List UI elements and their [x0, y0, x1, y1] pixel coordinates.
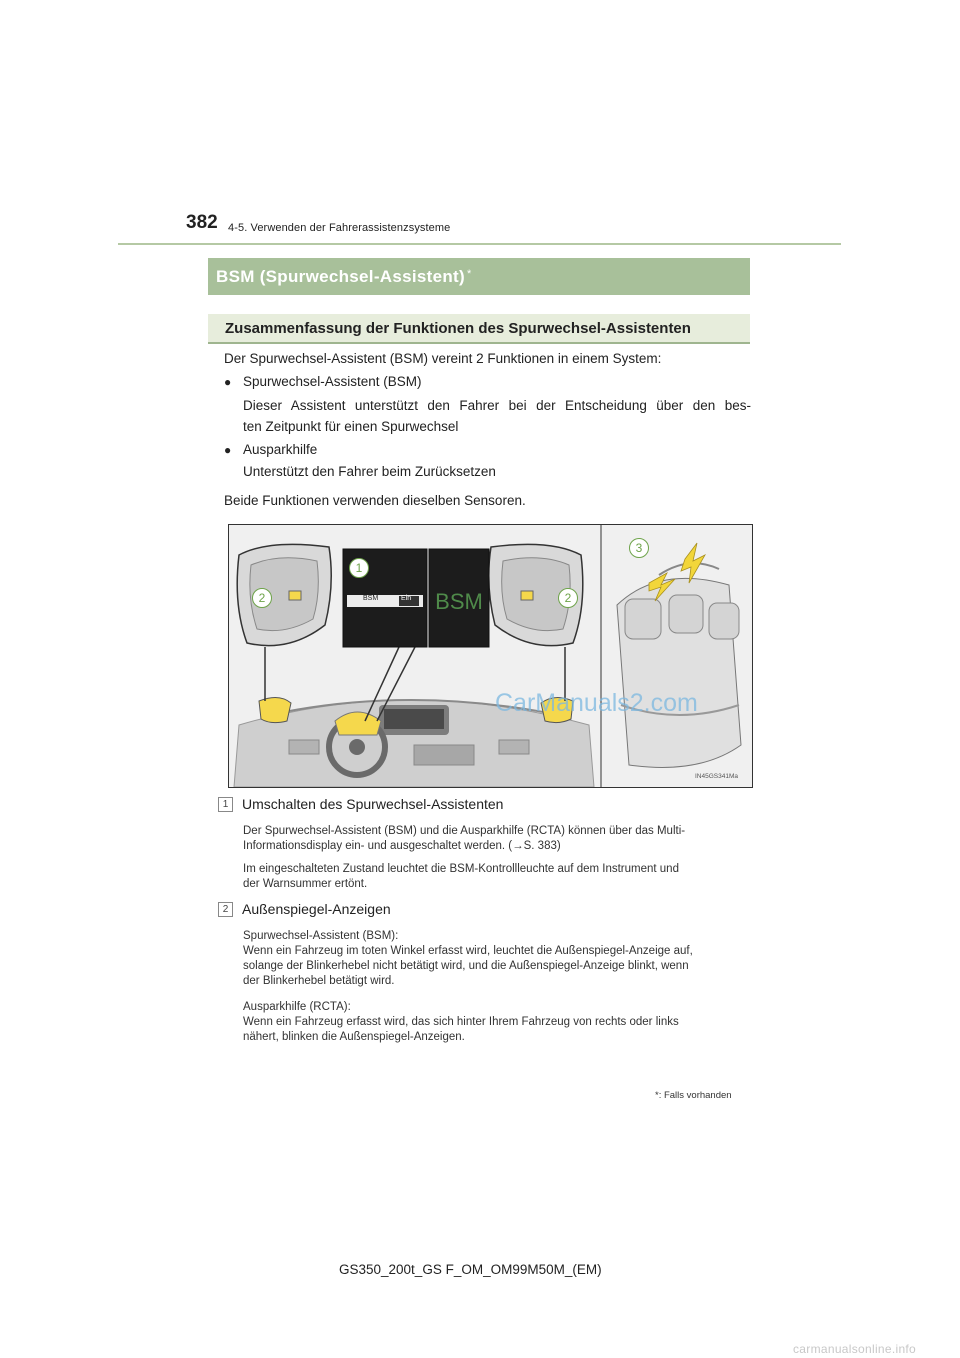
- text-line: der Blinkerhebel betätigt wird.: [243, 975, 395, 987]
- page-number: 382: [186, 212, 218, 233]
- text-line: Ausparkhilfe (RCTA):: [243, 1001, 351, 1013]
- bsm-menu-label: BSM: [363, 595, 379, 602]
- text-line: Der Spurwechsel-Assistent (BSM) und die Ausparkhilfe (RCTA) können über das Multi-: [243, 825, 686, 837]
- item-title: Umschalten des Spurwechsel-Assistenten: [242, 796, 504, 812]
- header-divider: [118, 243, 841, 245]
- text-line: Wenn ein Fahrzeug erfasst wird, das sich hinter Ihrem Fahrzeug von rechts oder links: [243, 1016, 679, 1028]
- text-line: Informationsdisplay ein- und ausgeschaltet werden. (→S. 383): [243, 840, 561, 852]
- bullet-title: Spurwechsel-Assistent (BSM): [243, 374, 422, 389]
- bsm-illustration: [228, 524, 753, 788]
- intro-text: Der Spurwechsel-Assistent (BSM) vereint 2 Funktionen in einem System:: [224, 351, 662, 366]
- optional-mark: *: [466, 267, 472, 280]
- left-mirror-small: [259, 697, 291, 722]
- manual-code: GS350_200t_GS F_OM_OM99M50M_(EM): [339, 1262, 602, 1277]
- footnote: *: Falls vorhanden: [655, 1090, 732, 1101]
- text-line: Im eingeschalteten Zustand leuchtet die BSM-Kontrollleuchte auf dem Instrument und: [243, 863, 679, 875]
- bullet-icon: ●: [224, 443, 232, 457]
- callout-3: 3: [629, 538, 649, 558]
- sensors-note: Beide Funktionen verwenden dieselben Sensoren.: [224, 493, 526, 508]
- subsection-title: Zusammenfassung der Funktionen des Spurwechsel-Assistenten: [225, 319, 691, 337]
- bullet-description: [243, 395, 751, 437]
- bullet-line: ten Zeitpunkt für einen Spurwechsel: [243, 419, 459, 434]
- text-line: nähert, blinken die Außenspiegel-Anzeigen.: [243, 1031, 465, 1043]
- bsm-large-label: BSM: [435, 589, 483, 614]
- illustration-drawing: [229, 525, 752, 787]
- subsection-banner: [208, 314, 750, 344]
- callout-2-left: 2: [252, 588, 272, 608]
- text-line: solange der Blinkerhebel nicht betätigt wird, und die Außenspiegel-Anzeige blinkt, wenn: [243, 960, 689, 972]
- site-watermark: carmanualsonline.info: [793, 1342, 917, 1356]
- chapter-title: 4-5. Verwenden der Fahrerassistenzsysteme: [228, 222, 451, 234]
- bullet-line: Dieser Assistent unterstützt den Fahrer bei der Entscheidung über den bes-: [243, 398, 751, 413]
- item-number: 1: [218, 797, 233, 812]
- section-banner: [208, 258, 750, 295]
- callout-2-right: 2: [558, 588, 578, 608]
- bullet-description: [243, 461, 751, 482]
- bullet-line: Unterstützt den Fahrer beim Zurücksetzen: [243, 464, 496, 479]
- bullet-icon: ●: [224, 375, 232, 389]
- text-line: der Warnsummer ertönt.: [243, 878, 368, 890]
- callout-1: 1: [349, 558, 369, 578]
- item-title: Außenspiegel-Anzeigen: [242, 901, 391, 917]
- text-line: Spurwechsel-Assistent (BSM):: [243, 930, 399, 942]
- bsm-menu-state: Ein: [401, 595, 412, 602]
- section-title: BSM (Spurwechsel-Assistent): [216, 266, 465, 286]
- item-paragraph: [243, 1000, 746, 1045]
- item-paragraph: [243, 824, 746, 854]
- item-paragraph: [243, 929, 746, 989]
- bullet-title: Ausparkhilfe: [243, 442, 318, 457]
- item-number: 2: [218, 902, 233, 917]
- image-code: IN45GS341Ma: [695, 773, 738, 780]
- figure-watermark: CarManuals2.com: [495, 689, 698, 717]
- text-line: Wenn ein Fahrzeug im toten Winkel erfasst wird, leuchtet die Außenspiegel-Anzeige auf,: [243, 945, 693, 957]
- item-paragraph: [243, 862, 746, 892]
